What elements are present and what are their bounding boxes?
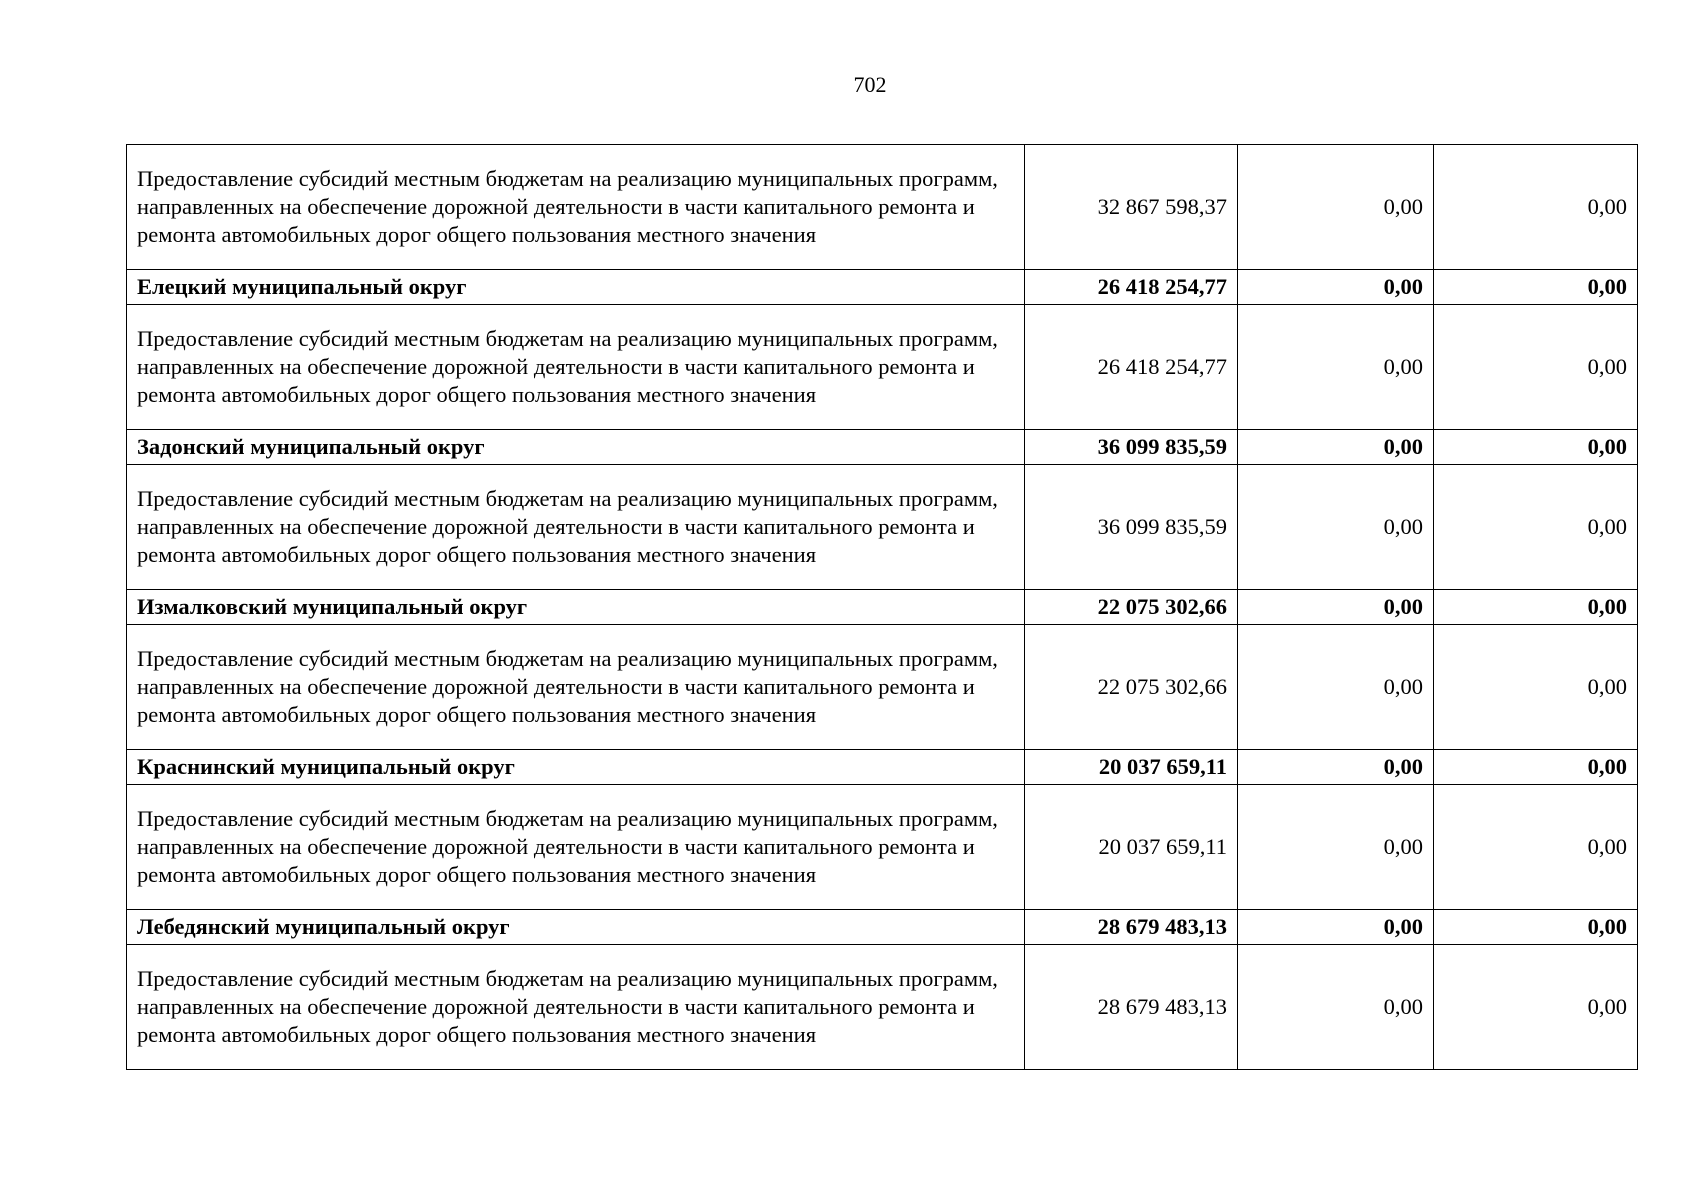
district-name: Измалковский муниципальный округ (127, 590, 1025, 625)
row-amount-2: 0,00 (1238, 785, 1434, 910)
district-amount-1: 36 099 835,59 (1025, 430, 1238, 465)
row-amount-3: 0,00 (1434, 625, 1638, 750)
row-description: Предоставление субсидий местным бюджетам на реализацию муниципальных программ, направленных на обеспечение дорожной деятельности в части капитального ремонта и ремонта автомобильных дорог общего пользования местного значения (127, 465, 1025, 590)
district-name: Задонский муниципальный округ (127, 430, 1025, 465)
district-name: Краснинский муниципальный округ (127, 750, 1025, 785)
row-amount-3: 0,00 (1434, 465, 1638, 590)
table-row-subsidy (127, 625, 1638, 750)
district-name: Елецкий муниципальный округ (127, 270, 1025, 305)
district-amount-1: 28 679 483,13 (1025, 910, 1238, 945)
table-row-subsidy (127, 945, 1638, 1070)
district-amount-3: 0,00 (1434, 270, 1638, 305)
district-amount-2: 0,00 (1238, 430, 1434, 465)
row-description: Предоставление субсидий местным бюджетам на реализацию муниципальных программ, направленных на обеспечение дорожной деятельности в части капитального ремонта и ремонта автомобильных дорог общего пользования местного значения (127, 625, 1025, 750)
district-amount-3: 0,00 (1434, 430, 1638, 465)
row-amount-2: 0,00 (1238, 465, 1434, 590)
district-amount-1: 26 418 254,77 (1025, 270, 1238, 305)
row-amount-1: 36 099 835,59 (1025, 465, 1238, 590)
table-row-district (127, 910, 1638, 945)
row-description: Предоставление субсидий местным бюджетам на реализацию муниципальных программ, направленных на обеспечение дорожной деятельности в части капитального ремонта и ремонта автомобильных дорог общего пользования местного значения (127, 145, 1025, 270)
row-amount-3: 0,00 (1434, 305, 1638, 430)
row-amount-2: 0,00 (1238, 145, 1434, 270)
district-amount-3: 0,00 (1434, 590, 1638, 625)
row-amount-2: 0,00 (1238, 945, 1434, 1070)
table-row-district (127, 430, 1638, 465)
district-amount-2: 0,00 (1238, 590, 1434, 625)
district-amount-3: 0,00 (1434, 750, 1638, 785)
row-description: Предоставление субсидий местным бюджетам на реализацию муниципальных программ, направленных на обеспечение дорожной деятельности в части капитального ремонта и ремонта автомобильных дорог общего пользования местного значения (127, 305, 1025, 430)
row-amount-3: 0,00 (1434, 945, 1638, 1070)
row-amount-1: 32 867 598,37 (1025, 145, 1238, 270)
district-name: Лебедянский муниципальный округ (127, 910, 1025, 945)
row-amount-2: 0,00 (1238, 305, 1434, 430)
table-row-district (127, 590, 1638, 625)
district-amount-1: 22 075 302,66 (1025, 590, 1238, 625)
table-row-subsidy (127, 465, 1638, 590)
row-amount-3: 0,00 (1434, 145, 1638, 270)
budget-table (126, 144, 1638, 1070)
table-row-district (127, 750, 1638, 785)
district-amount-3: 0,00 (1434, 910, 1638, 945)
row-amount-1: 28 679 483,13 (1025, 945, 1238, 1070)
row-description: Предоставление субсидий местным бюджетам на реализацию муниципальных программ, направленных на обеспечение дорожной деятельности в части капитального ремонта и ремонта автомобильных дорог общего пользования местного значения (127, 785, 1025, 910)
table-row-district (127, 270, 1638, 305)
row-amount-3: 0,00 (1434, 785, 1638, 910)
row-amount-1: 22 075 302,66 (1025, 625, 1238, 750)
table-row-subsidy (127, 305, 1638, 430)
row-amount-1: 20 037 659,11 (1025, 785, 1238, 910)
district-amount-2: 0,00 (1238, 750, 1434, 785)
district-amount-2: 0,00 (1238, 270, 1434, 305)
page-number: 702 (853, 72, 887, 97)
row-description: Предоставление субсидий местным бюджетам на реализацию муниципальных программ, направленных на обеспечение дорожной деятельности в части капитального ремонта и ремонта автомобильных дорог общего пользования местного значения (127, 945, 1025, 1070)
district-amount-1: 20 037 659,11 (1025, 750, 1238, 785)
district-amount-2: 0,00 (1238, 910, 1434, 945)
row-amount-2: 0,00 (1238, 625, 1434, 750)
row-amount-1: 26 418 254,77 (1025, 305, 1238, 430)
table-row-subsidy (127, 785, 1638, 910)
table-row-subsidy (127, 145, 1638, 270)
